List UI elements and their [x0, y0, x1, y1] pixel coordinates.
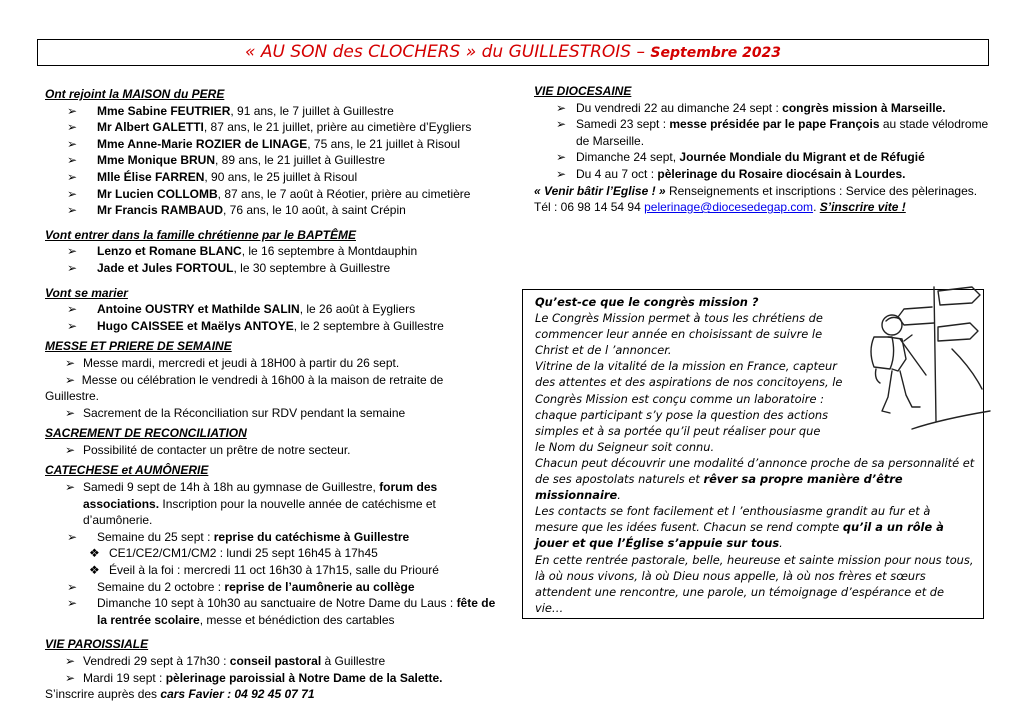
arrow-bullet-icon: ➢	[67, 260, 78, 275]
arrow-bullet-icon: ➢	[67, 302, 78, 317]
list-item: ➢ Possibilité de contacter un prêtre de notre secteur.	[65, 442, 351, 457]
section-heading-maison: Ont rejoint la MAISON du PERE	[45, 87, 225, 101]
list-item: ➢ Vendredi 29 sept à 17h30 : conseil pastoral à Guillestre	[65, 654, 386, 668]
list-item	[45, 136, 500, 153]
arrow-bullet-icon: ➢	[556, 100, 567, 115]
person-name: Hugo CAISSEE et Maëlys ANTOYE	[97, 318, 294, 333]
list-item: ➢ Sacrement de la Réconciliation sur RDV pendant la semaine	[65, 405, 406, 420]
person-details: , le 16 septembre à Montdauphin	[241, 244, 418, 259]
person-details: , 91 ans, le 7 juillet à Guillestre	[230, 103, 394, 118]
person-name: Mme Sabine FEUTRIER	[97, 103, 231, 118]
arrow-bullet-icon: ➢	[67, 579, 78, 594]
left-column	[45, 86, 500, 703]
section-heading-catechese: CATECHESE et AUMÔNERIE	[45, 463, 209, 478]
congres-heading: Qu’est-ce que le congrès mission ?	[535, 295, 759, 309]
venir-batir-line: « Venir bâtir l’Eglise ! » Renseignements et inscriptions : Service des pèlerinages.	[534, 183, 978, 198]
arrow-bullet-icon: ➢	[67, 136, 78, 151]
arrow-bullet-icon: ➢	[67, 103, 78, 118]
arrow-bullet-icon: ➢	[67, 529, 78, 544]
email-link[interactable]: pelerinage@diocesedegap.com	[644, 200, 814, 215]
person-name: Mme Monique BRUN	[97, 153, 215, 168]
person-name: Jade et Jules FORTOUL	[97, 260, 234, 275]
person-details: , 75 ans, le 21 juillet à Risoul	[307, 136, 461, 151]
arrow-bullet-icon: ➢	[65, 480, 76, 495]
right-column	[534, 83, 989, 216]
list-item	[45, 318, 500, 335]
diamond-bullet-icon: ❖	[89, 563, 100, 578]
list-item: ➢ Messe ou célébration le vendredi à 16h00 à la maison de retraite de Guillestre.	[45, 372, 444, 404]
list-item: ➢ Samedi 9 sept de 14h à 18h au gymnase de Guillestre, forum des associations. Inscription pour la nouvelle année de catéchisme et d’aumônerie.	[65, 480, 438, 528]
arrow-bullet-icon: ➢	[67, 169, 78, 184]
list-item	[45, 152, 500, 169]
list-item	[45, 186, 500, 203]
section-heading-mariage: Vont se marier	[45, 285, 128, 300]
list-item: ❖ Éveil à la foi : mercredi 11 oct 16h30 à 17h15, salle du Priouré	[89, 563, 439, 578]
section-heading-bapteme: Vont entrer dans la famille chrétienne par le BAPTÊME	[45, 227, 356, 242]
person-details: , le 30 septembre à Guillestre	[233, 260, 391, 275]
list-item	[45, 260, 500, 277]
arrow-bullet-icon: ➢	[65, 355, 76, 370]
congres-paragraph: En cette rentrée pastorale, belle, heureuse et sainte mission pour nous tous, là où nous vivons, là où Dieu nous appelle, là où nos frères et sœurs attendent une rencontre, une parole, un témoignage d’espérance et de vie…	[535, 552, 974, 615]
list-item	[45, 119, 500, 136]
person-name: Mr Francis RAMBAUD	[97, 203, 224, 218]
list-item	[45, 243, 500, 260]
list-item: ➢ Messe mardi, mercredi et jeudi à 18H00 à partir du 26 sept.	[65, 355, 400, 370]
person-details: , le 26 août à Eygliers	[299, 302, 416, 317]
newsletter-header: « AU SON des CLOCHERS » du GUILLESTROIS – Septembre 2023	[37, 39, 989, 66]
person-name: Mr Lucien COLLOMB	[97, 186, 218, 201]
arrow-bullet-icon: ➢	[67, 120, 78, 135]
newsletter-month: Septembre 2023	[650, 45, 782, 61]
arrow-bullet-icon: ➢	[556, 166, 567, 181]
arrow-bullet-icon: ➢	[65, 442, 76, 457]
person-name: Mr Albert GALETTI	[97, 120, 204, 135]
arrow-bullet-icon: ➢	[65, 405, 76, 420]
list-item: ➢ Samedi 23 sept : messe présidée par le pape François au stade vélodrome de Marseille.	[556, 117, 989, 148]
list-item: ➢ Du 4 au 7 oct : pèlerinage du Rosaire diocésain à Lourdes.	[556, 166, 906, 181]
person-details: , le 2 septembre à Guillestre	[293, 318, 444, 333]
contact-line: Tél : 06 98 14 54 94 pelerinage@diocesedegap.com. S’inscrire vite !	[534, 200, 906, 215]
arrow-bullet-icon: ➢	[65, 372, 82, 387]
person-name: Mme Anne-Marie ROZIER de LINAGE	[97, 136, 308, 151]
person-name: Lenzo et Romane BLANC	[97, 244, 242, 259]
list-item	[45, 202, 500, 219]
congres-paragraph: Chacun peut découvrir une modalité d’annonce proche de sa personnalité et de ses apostolats naturels et rêver sa propre manière d’être missionnaire.	[535, 455, 975, 503]
person-details: , 76 ans, le 10 août, à saint Crépin	[223, 203, 406, 218]
list-item: ➢ Mardi 19 sept : pèlerinage paroissial à Notre Dame de la Salette.	[65, 670, 443, 685]
list-item	[45, 103, 500, 120]
list-item	[45, 301, 500, 318]
person-name: Antoine OUSTRY et Mathilde SALIN	[97, 302, 300, 317]
person-details: , 87 ans, le 7 août à Réotier, prière au cimetière	[217, 186, 471, 201]
person-details: , 90 ans, le 25 juillet à Risoul	[204, 169, 358, 184]
wedding-list	[45, 301, 500, 334]
section-heading-diocesaine: VIE DIOCESAINE	[534, 84, 632, 98]
arrow-bullet-icon: ➢	[67, 153, 78, 168]
diamond-bullet-icon: ❖	[89, 546, 100, 561]
section-heading-messe: MESSE ET PRIERE DE SEMAINE	[45, 339, 232, 354]
list-item: ➢ Dimanche 10 sept à 10h30 au sanctuaire de Notre Dame du Laus : fête de la rentrée scolaire, messe et bénédiction des cartables	[67, 596, 496, 627]
list-item	[45, 169, 500, 186]
person-details: , 87 ans, le 21 juillet, prière au cimetière d’Eygliers	[203, 120, 472, 135]
list-item: ➢ Dimanche 24 sept, Journée Mondiale du Migrant et de Réfugié	[556, 150, 925, 165]
arrow-bullet-icon: ➢	[65, 654, 76, 668]
section-heading-reconciliation: SACREMENT DE RECONCILIATION	[45, 426, 247, 441]
list-item: ➢ Semaine du 25 sept : reprise du catéchisme à Guillestre	[67, 529, 410, 544]
arrow-bullet-icon: ➢	[556, 117, 567, 132]
arrow-bullet-icon: ➢	[67, 244, 78, 259]
congres-text: Qu’est-ce que le congrès mission ? Le Congrès Mission permet à tous les chrétiens de commencer leur année en choisissant de suivre le Christ et de l ’annoncer. Vitrine de la vitalité de la mission en France, capteur des attentes et des aspirations de nos concitoyens, le Congrès Mission est conçu comme un laboratoire : chaque participant s’y pose la question des actions simples et à sa portée qu’il peut réaliser pour que le Nom du Seigneur soit connu. Chacun peut découvrir une modalité d’annonce proche de sa personnalité et de ses apostolats naturels et rêver sa propre manière d’être missionnaire. Les contacts se font facilement et l ’enthousiasme grandit au fur et à mesure que les idées fusent. Chacun se rend compte qu’il a un rôle à jouer et que l’Église s’appuie sur tous. En cette rentrée pastorale, belle, heureuse et sainte mission pour nous tous, là où nous vivons, là où Dieu nous appelle, là où nos frères et sœurs attendent une rencontre, une parole, un témoignage d’espérance et de vie…	[535, 294, 985, 616]
list-item: ❖ CE1/CE2/CM1/CM2 : lundi 25 sept 16h45 à 17h45	[89, 546, 378, 561]
arrow-bullet-icon: ➢	[556, 150, 567, 165]
congres-paragraph: Les contacts se font facilement et l ’enthousiasme grandit au fur et à mesure que les idées fusent. Chacun se rend compte qu’il a un rôle à jouer et que l’Église s’appuie sur tous.	[535, 504, 944, 551]
deceased-list	[45, 103, 500, 219]
list-item: ➢ Du vendredi 22 au dimanche 24 sept : congrès mission à Marseille.	[556, 100, 946, 115]
list-item: ➢ Semaine du 2 octobre : reprise de l’aumônerie au collège	[67, 579, 415, 594]
arrow-bullet-icon: ➢	[67, 596, 78, 611]
arrow-bullet-icon: ➢	[65, 670, 76, 685]
arrow-bullet-icon: ➢	[67, 203, 78, 218]
newsletter-title: « AU SON des CLOCHERS » du GUILLESTROIS	[244, 42, 632, 62]
arrow-bullet-icon: ➢	[67, 186, 78, 201]
registration-note: S’inscrire auprès des cars Favier : 04 92 45 07 71	[45, 687, 315, 702]
person-details: , 89 ans, le 21 juillet à Guillestre	[215, 153, 386, 168]
arrow-bullet-icon: ➢	[67, 318, 78, 333]
baptism-list	[45, 243, 500, 276]
section-heading-paroissiale: VIE PAROISSIALE	[45, 637, 149, 652]
hiker-signpost-icon	[852, 279, 992, 439]
person-name: Mlle Élise FARREN	[97, 169, 205, 184]
